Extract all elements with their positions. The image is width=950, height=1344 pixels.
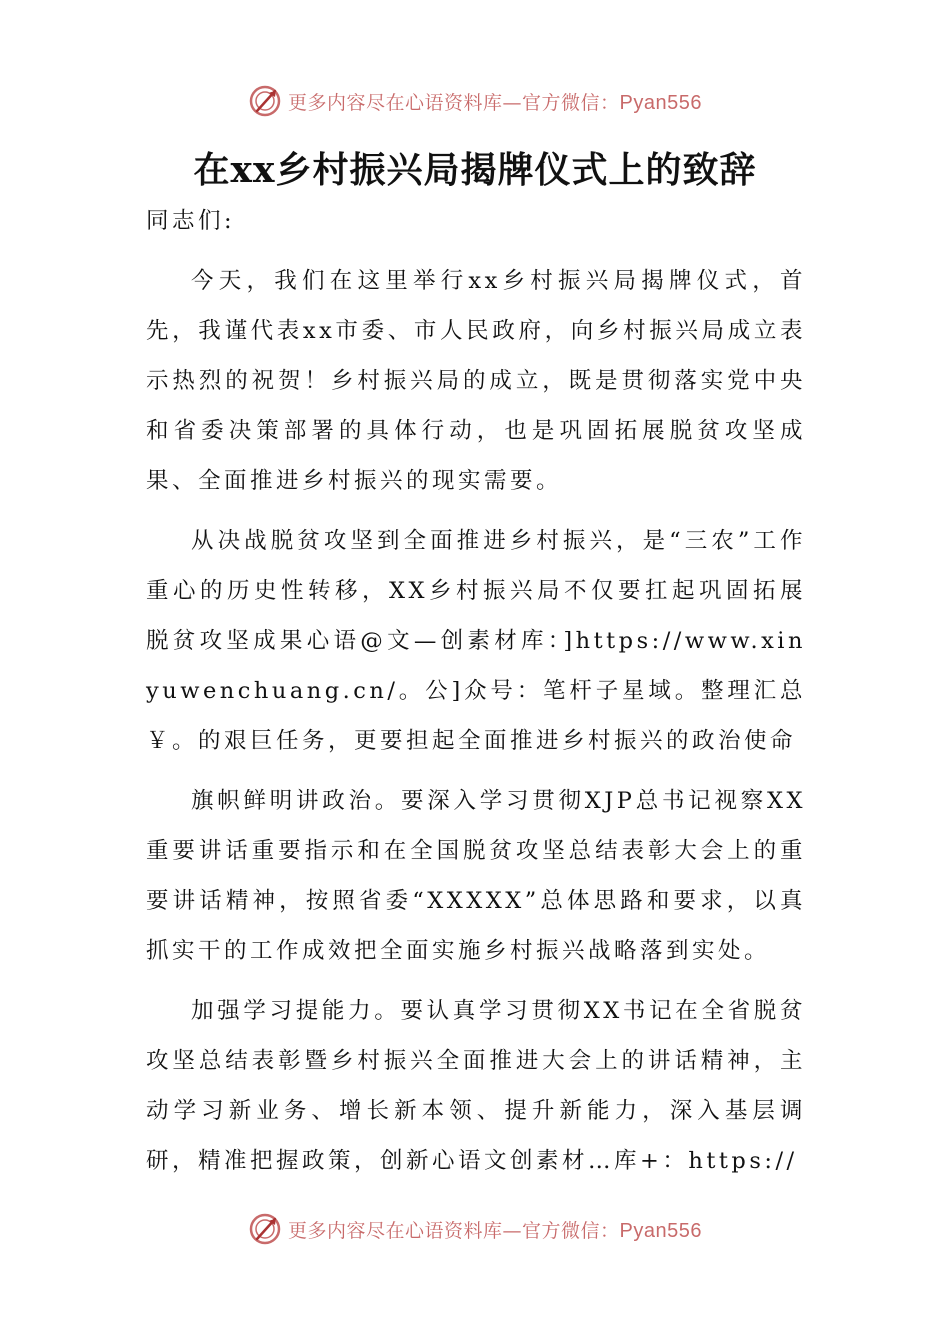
banner-handle: Pyan556 [619,91,702,114]
header-watermark-banner [0,84,950,118]
banner-text: 更多内容尽在心语资料库—官方微信：Pyan556 [288,91,702,114]
salutation: 同志们: [146,208,236,234]
paragraph-1: 今天，我们在这里举行xx乡村振兴局揭牌仪式，首先，我谨代表xx市委、市人民政府，向乡村振兴局成立表示热烈的祝贺！乡村振兴局的成立，既是贯彻落实党中央和省委决策部署的具体行动，也是巩固拓展脱贫攻坚成果、全面推进乡村振兴的现实需要。 [146,268,806,494]
banner-text: 更多内容尽在心语资料库—官方微信：Pyan556 [288,1219,702,1242]
quill-circle-logo-icon [248,1212,282,1246]
paragraph-3: 旗帜鲜明讲政治。要深入学习贯彻XJP总书记视察XX重要讲话重要指示和在全国脱贫攻坚总结表彰大会上的重要讲话精神，按照省委“XXXXX”总体思路和要求，以真抓实干的工作成效把全面实施乡村振兴战略落到实处。 [146,788,806,964]
footer-watermark-banner [0,1212,950,1246]
paragraph-2: 从决战脱贫攻坚到全面推进乡村振兴，是“三农”工作重心的历史性转移，XX乡村振兴局不仅要扛起巩固拓展脱贫攻坚成果心语@文—创素材库：]https://www.xinyuwenchuang.cn/。公]众号：笔杆子星域。整理汇总￥。的艰巨任务，更要担起全面推进乡村振兴的政治使命 [146,528,806,754]
quill-circle-logo-icon [248,84,282,118]
paragraph-4: 加强学习提能力。要认真学习贯彻XX书记在全省脱贫攻坚总结表彰暨乡村振兴全面推进大会上的讲话精神，主动学习新业务、增长新本领、提升新能力，深入基层调研，精准把握政策，创新心语文创素材…库+：https:// [146,998,806,1174]
document-body [146,196,806,1196]
document-title: 在xx乡村振兴局揭牌仪式上的致辞 [193,149,757,191]
banner-handle: Pyan556 [619,1219,702,1242]
